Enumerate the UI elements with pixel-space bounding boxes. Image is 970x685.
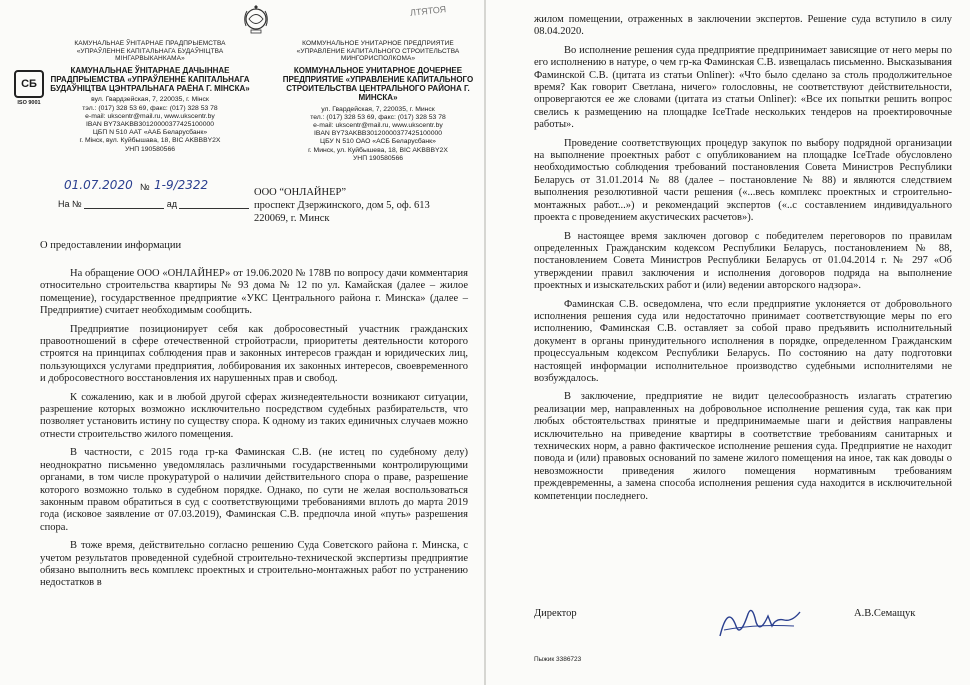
org-name-by: КАМУНАЛЬНАЕ ЎНІТАРНАЕ ДАЧЫННАЕ ПРАДПРЫЕМСТВА «УПРАЎЛЕННЕ КАПІТАЛЬНАГА БУДАЎНІЦТВА ЦЭНТРАЛЬНАГА РАЁНА Г. МІНСКА» [50, 65, 250, 94]
executor-note: Пыжик 3386723 [534, 656, 582, 663]
paragraph: В тоже время, действительно согласно решению Суда Советского района г. Минска, с учетом результатов проведенной судебной строительно-технической экспертизы предприятие обязано выполнить весь комплекс проектных и строительно-монтажных работ по устранению недостатков в [40, 540, 468, 589]
parent-org-ru: КОММУНАЛЬНОЕ УНИТАРНОЕ ПРЕДПРИЯТИЕ «УПРАВЛЕНИЕ КАПИТАЛЬНОГО СТРОИТЕЛЬСТВА МИНГОРИСПОЛКОМА» [296, 40, 460, 63]
letterhead-belarusian [50, 40, 250, 154]
bank-by: ЦБП N 510 ААТ «ААБ Беларусбанк» [92, 129, 208, 137]
iso-label: ISO 9001 [17, 100, 41, 106]
signatory-name: А.В.Семащук [854, 608, 916, 619]
paragraph: К сожалению, как и в любой другой сферах жизнедеятельности возникают ситуации, разрешение которых возможно исключительно посредством судебных разбирательств, что позволяет установить истину по существу спора. К одному из таких единичных случаев можно отнести строительство жилого помещения. [40, 391, 468, 440]
iso-certificate-badge [14, 70, 44, 106]
na-label: На № [58, 199, 82, 209]
letter-body-page-2 [534, 14, 952, 509]
signatory-title: Директор [534, 608, 577, 619]
email-ru: e-mail: ukscentr@mail.ru, www.ukscentr.by [313, 122, 443, 129]
incoming-reference-row [58, 199, 249, 209]
ad-label: ад [166, 199, 177, 209]
incoming-stamp: ЛТЯТОЯ [409, 4, 447, 18]
number-label: № [140, 182, 150, 192]
iban-by: IBAN BY73AKBB30120000377425100000 [85, 121, 215, 128]
bank-address-by: г. Мінск, вул. Куйбышава, 18, BIC AKBBBY2X [79, 137, 221, 145]
org-name-ru: КОММУНАЛЬНОЕ УНИТАРНОЕ ДОЧЕРНЕЕ ПРЕДПРИЯТИЕ «УПРАВЛЕНИЕ КАПИТАЛЬНОГО СТРОИТЕЛЬСТВА ЦЕНТРАЛЬНОГО РАЙОНА Г. МИНСКА» [282, 65, 474, 103]
letter-subject: О предоставлении информации [40, 240, 182, 251]
paragraph: В настоящее время заключен договор с победителем переговоров по правилам определенных Гражданским кодексом Республики Беларусь, постановлением № 88, постановлением Совета Министров Республики Беларусь от 01.04.2014 г. № 297 «Об утверждении правил заключения и исполнения договоров подряда на выполнение проектных и изыскательских работ и (или) ведении авторского надзора». [534, 230, 952, 292]
phone-ru: тел.: (017) 328 53 69, факс: (017) 328 53 78 [310, 113, 446, 121]
bank-address-ru: г. Минск, ул. Куйбышева, 18, BIC AKBBBY2X [308, 146, 448, 154]
iban-ru: IBAN BY73AKBB30120000377425100000 [313, 130, 443, 138]
addressee-block [254, 186, 474, 225]
paragraph: На обращение ООО «ОНЛАЙНЕР» от 19.06.2020 № 178В по вопросу дачи комментария относительно строительства квартиры № 93 дома № 12 по ул. Камайская (далее – жилое помещение), государственное предприятие «УКС Центрального района г. Минска» (далее – Предприятие) считает необходимым сообщить. [40, 268, 468, 317]
addressee-street: проспект Дзержинского, дом 5, оф. 613 [254, 200, 430, 211]
address-by: вул. Гвардзейская, 7, 220035, г. Мінск [91, 96, 209, 104]
page-1 [0, 0, 484, 685]
paragraph: В частности, с 2015 года гр-ка Фаминская С.В. (не истец по судебному делу) неоднократно письменно уведомлялась различными государственными контролирующими органами, в том числе прокуратурой о наличии действительного спора о праве, разрешение которого возможно только в судебном порядке. Однако, по сути не желая воспользоваться законным правом обратиться в суд с соответствующими требованиями вплоть до марта 2019 года (исковое заявление от 07.03.2019), Фаминская С.В. предпочла иной «путь» разрешения спора. [40, 447, 468, 533]
unp-ru: УНП 190580566 [352, 154, 404, 162]
certification-mark-icon: СБ [14, 70, 44, 98]
paragraph: жилом помещении, отраженных в заключении экспертов. Решение суда вступило в силу 08.04.2020. [534, 14, 952, 38]
handwritten-signature [714, 596, 804, 646]
page-2 [486, 0, 970, 685]
paragraph: Во исполнение решения суда предприятие предпринимает зависящие от него меры по его исполнению в натуре, о чем гр-ка Фаминская С.В. извещалась письменно. Высказывания Фаминской С.В. (цитата из статьи Onliner): «Что было сделано за столь продолжительное время? Как говорит Светлана, ничего» голословны, не соответствуют действительности, опровергаются ее же словами (цитата из статьи Onliner): «Все их попытки решить вопрос свелись к размещению на площадке IceTrade нескольких тендеров на проектировочные работы». [534, 44, 952, 131]
paragraph: Проведение соответствующих процедур закупок по выбору подрядной организации на выполнение проектных работ с опубликованием на площадке IceTrade обусловлено необходимостью соблюдения требований постановления Совета Министров Республики Беларусь от 31.01.2014 № 88 (далее – постановление № 88) и являются следствием выполнения резолютивной части решения («...весь комплекс проектных и строительно-монтажных работ...») и рекомендаций экспертов («..с составлением индивидуального проекта с проведением акустических расчетов»). [534, 137, 952, 224]
paragraph: Предприятие позиционирует себя как добросовестный участник гражданских правоотношений в сфере отечественной стройотрасли, приоритеты деятельности которого строятся на принципах соблюдения прав и законных интересов граждан и юридических лиц, пользующихся услугами предприятия, лоббирования их законных интересов, своевременного и добросовестного восстановления их нарушенных прав и свобод. [40, 323, 468, 385]
state-emblem-icon [240, 4, 272, 36]
email-by: e-mail: ukscentr@mail.ru, www.ukscentr.by [85, 112, 215, 120]
paragraph: В заключение, предприятие не видит целесообразность излагать стратегию реализации мер, направленных на добровольное исполнение решения суда, так как при любых обстоятельствах принятые и предпринимаемые шаги и действия направлены исключительно на приведение квартиры в соответствие требованиям санитарных и технических норм, а равно фактическое исполнение решения суда. Предприятие не находит повода и (или) правовых оснований по замене жилого помещения на иное, так как доводы о невозможности приведения жилого помещения нормативным требованиям преждевременны, а замена способа исполнения решения суда находится в исключительной компетенции последнего. [534, 391, 952, 502]
address-ru: ул. Гвардейская, 7, 220035, г. Минск [321, 105, 435, 113]
paragraph: Фаминская С.В. осведомлена, что если предприятие уклоняется от добровольного исполнения решения суда или недостаточно принимает соответствующие меры по его исполнению, Фаминская С.В. оставляет за собой право предъявить исполнительный документ в органы принудительного исполнения в порядке, определенном Гражданским процессуальным кодексом Республики Беларусь. По состоянию на дату подготовки настоящей информации исполнительное производство судебными исполнителями не возбуждалось. [534, 298, 952, 384]
parent-org-by: КАМУНАЛЬНАЕ ЎНІТАРНАЕ ПРАДПРЫЕМСТВА «УПРАЎЛЕННЕ КАПІТАЛЬНАГА БУДАЎНІЦТВА МІНГАРВЫКАНКАМА» [74, 40, 226, 63]
phone-by: тэл.: (017) 328 53 69, факс: (017) 328 53 78 [82, 104, 218, 112]
letterhead-russian [278, 40, 478, 163]
bank-ru: ЦБУ N 510 ОАО «АСБ Беларусбанк» [320, 138, 436, 146]
outgoing-number: 1-9/2322 [154, 178, 209, 192]
addressee-city: 220069, г. Минск [254, 213, 330, 224]
outgoing-date: 01.07.2020 [64, 178, 133, 192]
letter-body-page-1 [40, 268, 468, 596]
unp-by: УНП 190580566 [124, 145, 176, 153]
addressee-company: ООО “ОНЛАЙНЕР” [254, 187, 346, 198]
